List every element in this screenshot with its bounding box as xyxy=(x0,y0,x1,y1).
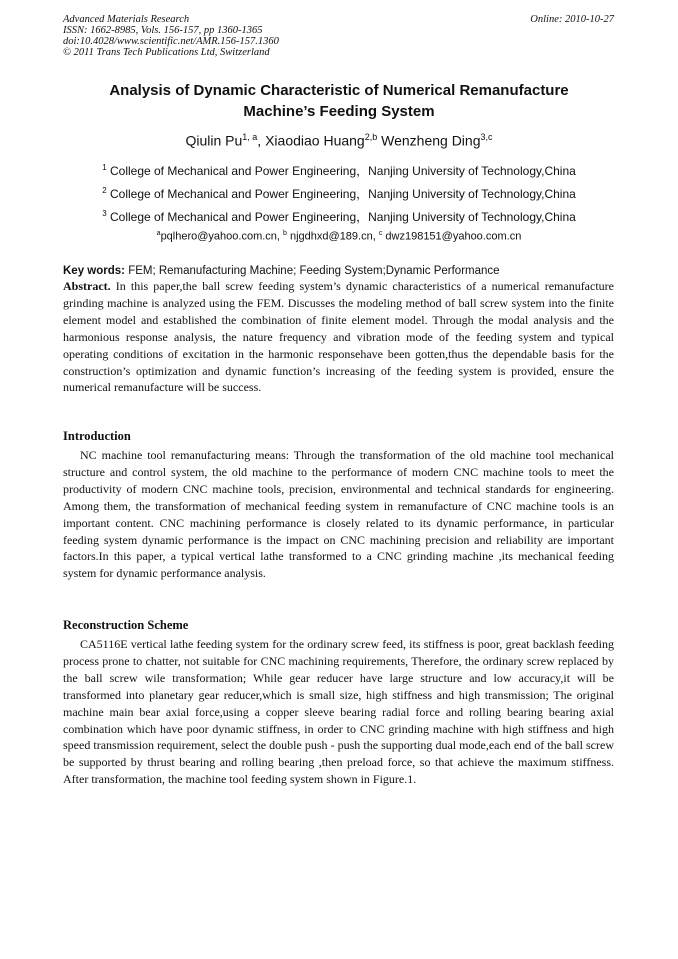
keywords-text: FEM; Remanufacturing Machine; Feeding System;Dynamic Performance xyxy=(125,265,500,277)
author-name: Xiaodiao Huang xyxy=(265,132,365,149)
affiliation-text: College of Mechanical and Power Engineering，Nanjing University of Technology,China xyxy=(106,164,576,178)
affiliation-sup: 3 xyxy=(102,209,107,218)
journal-name: Advanced Materials Research xyxy=(63,14,190,25)
doi-line: doi:10.4028/www.scientific.net/AMR.156-157.1360 xyxy=(63,36,279,47)
keywords xyxy=(63,264,614,279)
email-sup: c xyxy=(378,230,383,237)
title-line-1: Analysis of Dynamic Characteristic of Numerical Remanufacture xyxy=(109,82,569,99)
affiliation-list xyxy=(60,156,618,246)
journal-header xyxy=(63,14,614,58)
author-sup: 3,c xyxy=(480,132,493,142)
email-sup: a xyxy=(156,230,161,237)
keywords-label: Key words: xyxy=(63,265,125,277)
author-list xyxy=(60,128,618,150)
section-heading-introduction: Introduction xyxy=(63,429,131,443)
affiliation xyxy=(60,179,618,202)
abstract xyxy=(63,278,614,396)
paper-title xyxy=(60,80,618,122)
author-separator: , xyxy=(257,132,266,149)
author-name: Wenzheng Ding xyxy=(381,132,481,149)
email-address: pqlhero@yahoo.com.cn, xyxy=(160,230,284,243)
email-sup: b xyxy=(283,230,287,237)
section-body-introduction: NC machine tool remanufacturing means: Through the transformation of the old machine tool mechanical structure and control system, the old machine to the performance of modern CNC machine tools to meet the productivity of modern CNC machine tools, precision, environmental and technical standards for engineering. Among them, the transformation of mechanical feeding system in remanufacture of CNC machine tools is an important content. CNC machining performance is closely related to its dynamic performance, in particular feeding system dynamic performance is the impact on CNC machining precision and reliability are important factors.In this paper, a typical vertical lathe transformed to a CNC grinding machine ,its mechanical feeding system for dynamic performance analysis. xyxy=(63,448,614,581)
author-sup: 2,b xyxy=(364,132,378,142)
author-name: Qiulin Pu xyxy=(185,132,243,149)
email-address: njgdhxd@189.cn, xyxy=(286,230,379,243)
affiliation-text: College of Mechanical and Power Engineering，Nanjing University of Technology,China xyxy=(106,210,576,224)
email-line xyxy=(60,225,618,246)
title-line-2: Machine’s Feeding System xyxy=(243,103,435,120)
affiliation-text: College of Mechanical and Power Engineering，Nanjing University of Technology,China xyxy=(106,187,576,201)
affiliation xyxy=(60,202,618,225)
abstract-label: Abstract. xyxy=(63,279,111,293)
section-body-reconstruction: CA5116E vertical lathe feeding system for the ordinary screw feed, its stiffness is poor, great backlash feeding process prone to chatter, not suitable for CNC machining requirements, Therefore, the ordinary screw replaced by the ball screw wile transformation; While gear reducer have large structure and low accuracy,it will be transformed into planetary gear reducer,which is small size, high stiffness and high transmission; The original machine main bear axial force,using a copper sleeve bearing radial force and rolling bearing bearing axial combination which have poor dynamic stiffness, in order to CNC grinding machine with high stiffness and high speed transmission requirement, select the double push - push the supporting dual mode,each end of the ball screw be supported by thrust bearing and rolling bearing ,then preload force, so that achieve the maximum stiffness. After transformation, the machine tool feeding system shown in Figure.1. xyxy=(63,637,614,787)
affiliation-sup: 1 xyxy=(102,163,107,172)
affiliation-sup: 2 xyxy=(102,186,107,195)
abstract-text: In this paper,the ball screw feeding system’s dynamic characteristics of a numerical remanufacture grinding machine is analyzed using the FEM. Discusses the modeling method of ball screw system into the finite element model and established the combination of finite element model. Through the modal analysis and the harmonious response analysis, the nature frequency and vibration mode of the feeding system and typical operating conditions of excitation in the harmonic responsehave been gotten,thus the dependable basis for the construction’s optimization and dynamic function’s increasing of the feeding system is provided, ensure the numerical remanufacture will be success. xyxy=(63,279,614,395)
section-heading-reconstruction: Reconstruction Scheme xyxy=(63,618,189,632)
email-address: dwz198151@yahoo.com.cn xyxy=(382,230,522,243)
author-sup: 1, a xyxy=(242,132,258,142)
affiliation xyxy=(60,156,618,179)
issn-line: ISSN: 1662-8985, Vols. 156-157, pp 1360-1365 xyxy=(63,25,263,36)
copyright-line: © 2011 Trans Tech Publications Ltd, Switzerland xyxy=(63,47,270,58)
online-date: Online: 2010-10-27 xyxy=(530,14,614,25)
